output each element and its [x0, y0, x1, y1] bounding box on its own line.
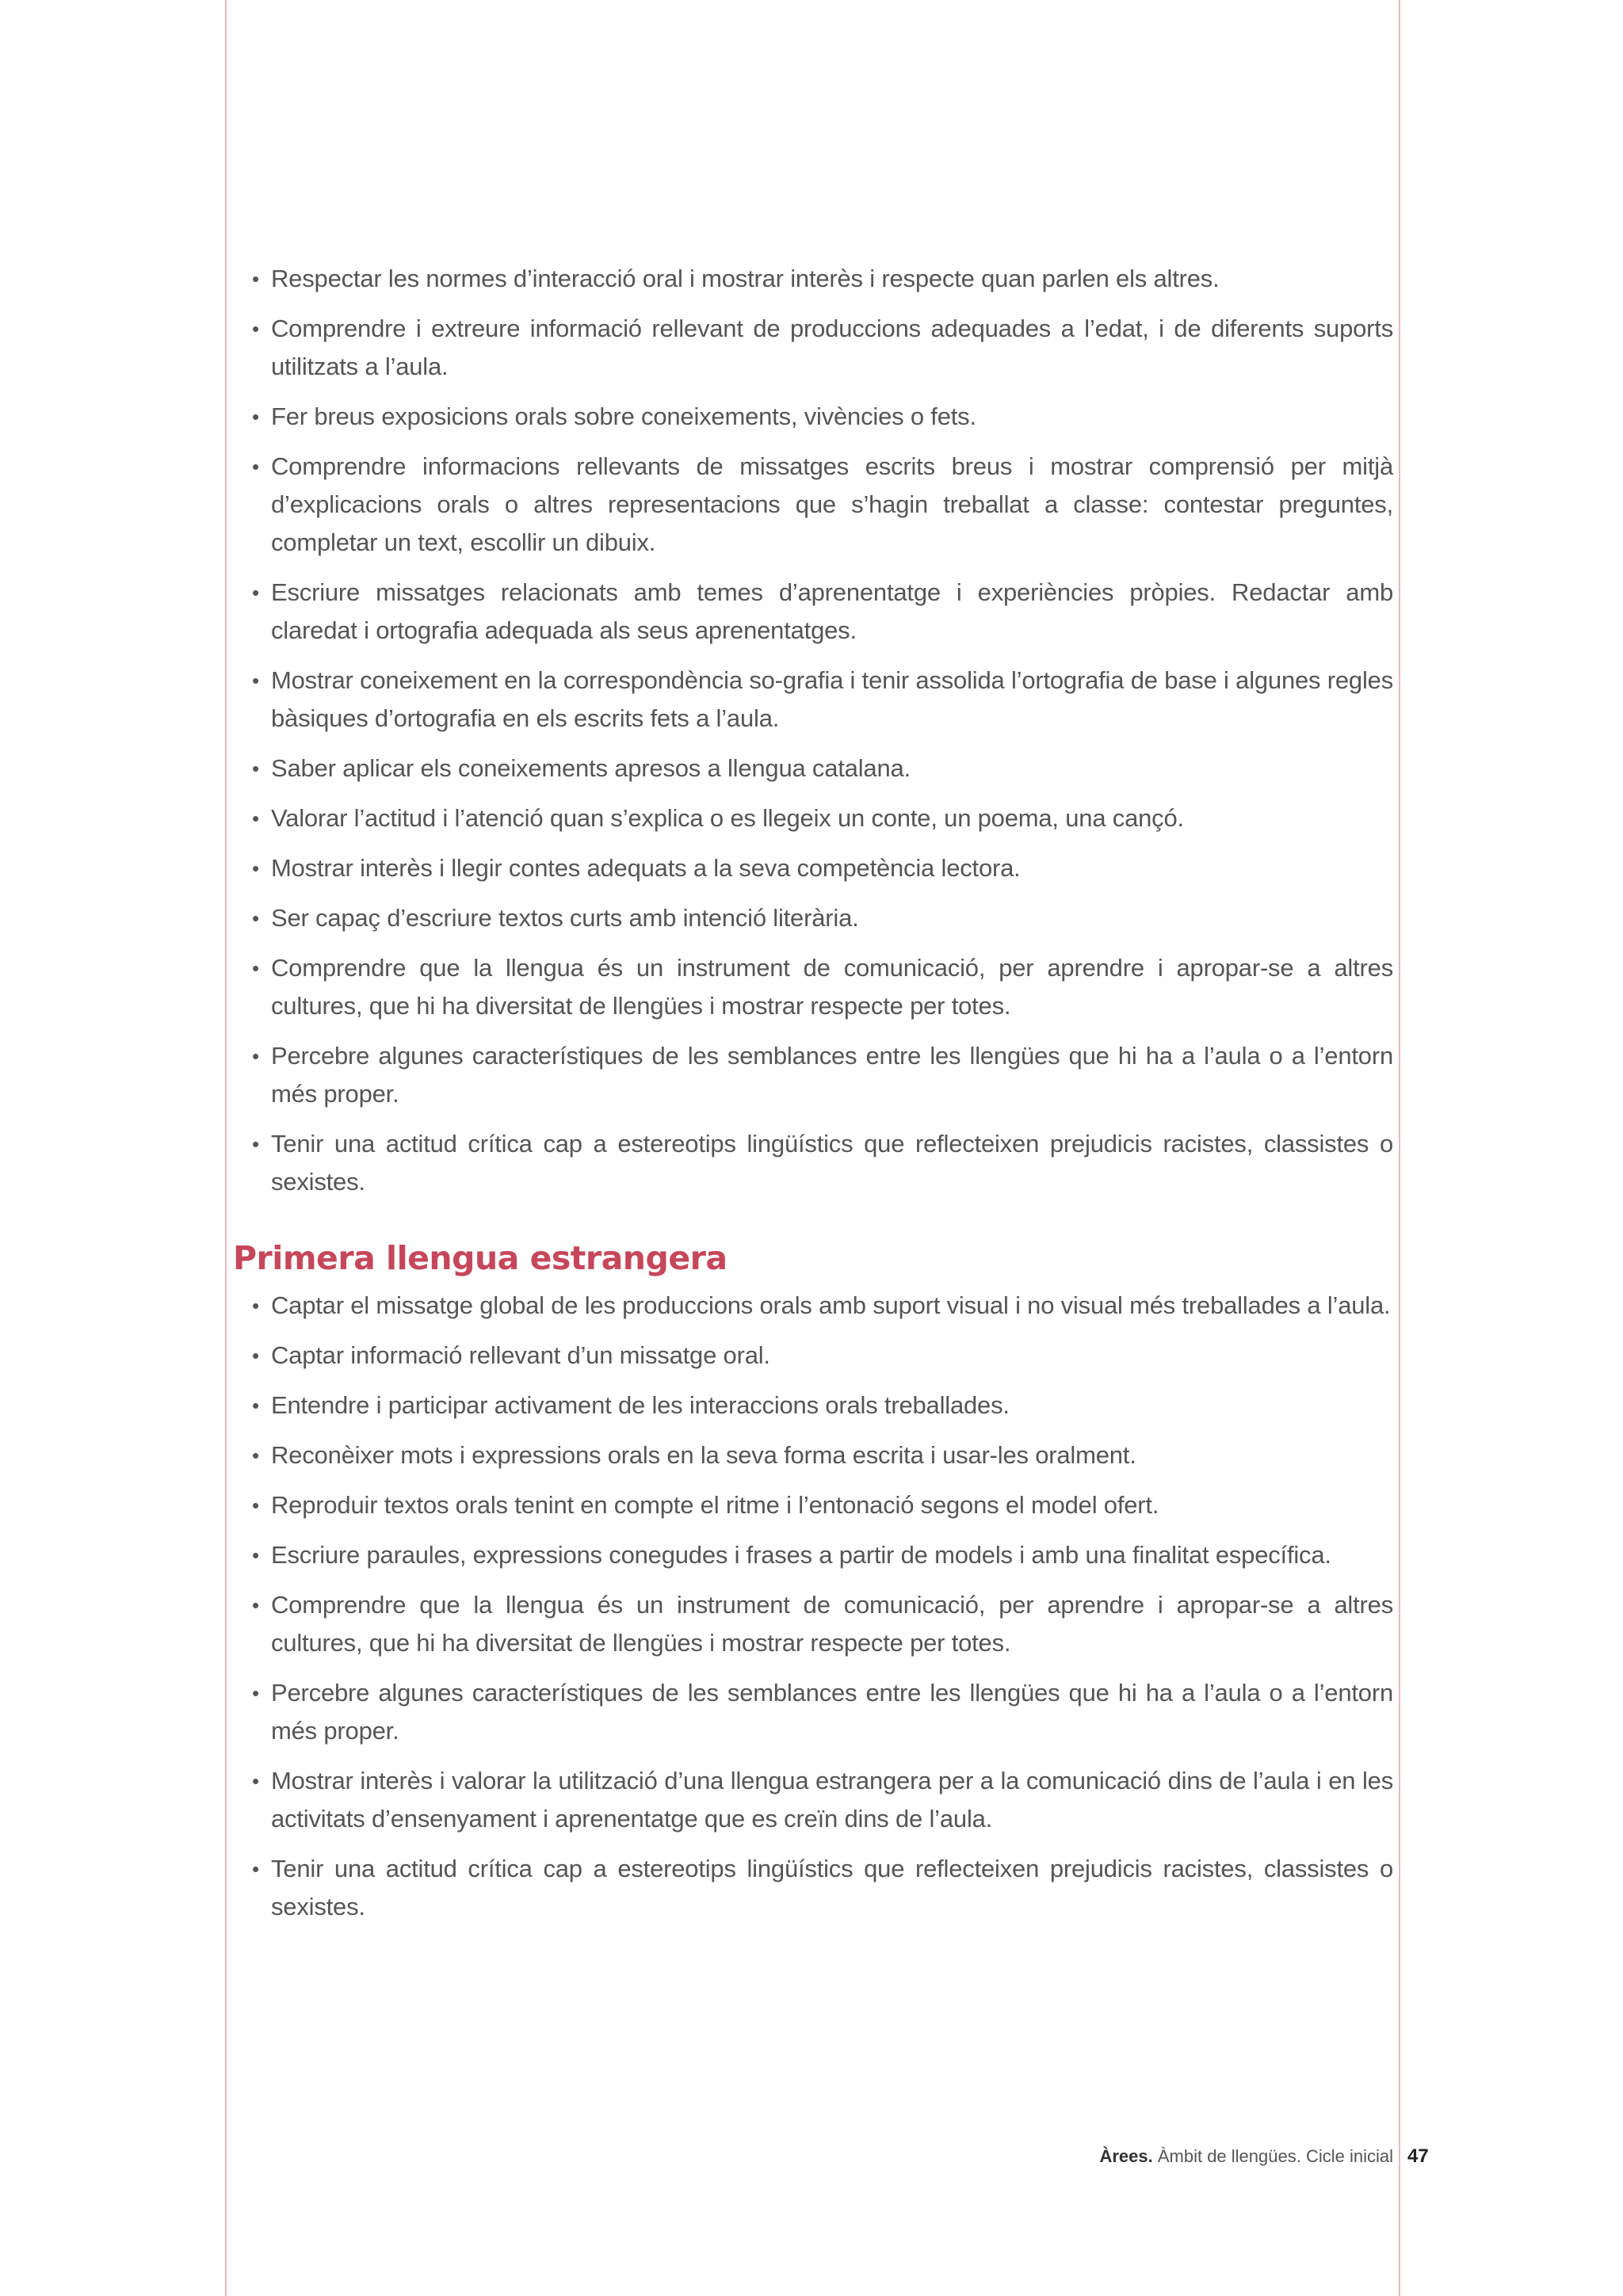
list-item-text: Mostrar interès i llegir contes adequats a la seva competència lectora. [271, 854, 1021, 882]
bullet-icon: • [252, 1681, 259, 1705]
list-item-text: Captar informació rellevant d’un missatge oral. [271, 1341, 770, 1369]
bullet-icon: • [252, 1132, 259, 1156]
list-item [252, 398, 1393, 436]
list-item-text: Comprendre que la llengua és un instrument de comunicació, per aprendre i apropar-se a altres cultures, que hi ha diversitat de llengües i mostrar respecte per totes. [271, 954, 1393, 1020]
list-item-text: Tenir una actitud crítica cap a estereotips lingüístics que reflecteixen prejudicis racistes, classistes o sexistes. [271, 1130, 1393, 1196]
list-item [252, 1674, 1393, 1750]
list-item-text: Reconèixer mots i expressions orals en la seva forma escrita i usar-les oralment. [271, 1441, 1136, 1469]
bullet-icon: • [252, 405, 259, 429]
list-item [252, 1850, 1393, 1926]
list-item-text: Respectar les normes d’interacció oral i mostrar interès i respecte quan parlen els altres. [271, 265, 1220, 292]
bullet-icon: • [252, 669, 259, 692]
footer-section-label: Àrees. [1099, 2146, 1153, 2166]
list-item-text: Percebre algunes característiques de les semblances entre les llengües que hi ha a l’aula o a l’entorn més proper. [271, 1042, 1393, 1108]
list-item [252, 1436, 1393, 1474]
list-item [252, 574, 1393, 650]
list-item-text: Mostrar interès i valorar la utilització d’una llengua estrangera per a la comunicació dins de l’aula i en les activitats d’ensenyament i aprenentatge que es creïn dins de l’aula. [271, 1767, 1393, 1833]
list-item-text: Ser capaç d’escriure textos curts amb intenció literària. [271, 904, 859, 932]
list-item [252, 1287, 1393, 1325]
list-item-text: Escriure missatges relacionats amb temes d’aprenentatge i experiències pròpies. Redactar amb claredat i ortografia adequada als seus aprenentatges. [271, 578, 1393, 644]
list-item-text: Comprendre informacions rellevants de missatges escrits breus i mostrar comprensió per mitjà d’explicacions orals o altres representacions que s’hagin treballat a classe: contestar preguntes, completar un text, escollir un dibuix. [271, 452, 1393, 556]
section-heading-foreign-language: Primera llengua estrangera [233, 1239, 727, 1277]
page-number: 47 [1407, 2145, 1429, 2167]
bullet-icon: • [252, 1857, 259, 1881]
list-item-text: Valorar l’actitud i l’atenció quan s’explica o es llegeix un conte, un poema, una cançó. [271, 804, 1184, 832]
list-item-text: Reproduir textos orals tenint en compte el ritme i l’entonació segons el model ofert. [271, 1491, 1159, 1519]
bullet-icon: • [252, 1044, 259, 1068]
list-item-text: Captar el missatge global de les produccions orals amb suport visual i no visual més treballades a l’aula. [271, 1291, 1391, 1319]
list-item [252, 1125, 1393, 1201]
list-item [252, 1486, 1393, 1524]
bullet-icon: • [252, 455, 259, 479]
list-item [252, 1536, 1393, 1574]
list-item-text: Entendre i participar activament de les interaccions orals treballades. [271, 1391, 1010, 1419]
list-item-text: Comprendre que la llengua és un instrument de comunicació, per aprendre i apropar-se a altres cultures, que hi ha diversitat de llengües i mostrar respecte per totes. [271, 1591, 1393, 1657]
bullet-icon: • [252, 1543, 259, 1567]
bullet-icon: • [252, 906, 259, 930]
list-item-text: Escriure paraules, expressions conegudes i frases a partir de models i amb una finalitat específica. [271, 1541, 1331, 1569]
list-item [252, 448, 1393, 562]
list-item-text: Fer breus exposicions orals sobre coneixements, vivències o fets. [271, 402, 976, 430]
list-item [252, 899, 1393, 937]
footer-section-text: Àmbit de llengües. Cicle inicial [1152, 2146, 1393, 2166]
list-item-text: Percebre algunes característiques de les semblances entre les llengües que hi ha a l’aula o a l’entorn més proper. [271, 1679, 1393, 1745]
bullet-icon: • [252, 1294, 259, 1318]
bullet-icon: • [252, 581, 259, 605]
list-item [252, 1762, 1393, 1838]
bullet-icon: • [252, 1769, 259, 1793]
list-item [252, 260, 1393, 298]
left-margin-rule [225, 0, 227, 2296]
list-item-text: Tenir una actitud crítica cap a estereotips lingüístics que reflecteixen prejudicis racistes, classistes o sexistes. [271, 1855, 1393, 1920]
running-footer [872, 2144, 1393, 2169]
list-item [252, 949, 1393, 1025]
list-item [252, 749, 1393, 788]
criteria-list-foreign-language [252, 1287, 1393, 1926]
bullet-icon: • [252, 317, 259, 341]
bullet-icon: • [252, 1444, 259, 1467]
list-item [252, 1037, 1393, 1113]
bullet-icon: • [252, 807, 259, 830]
list-item [252, 310, 1393, 386]
list-item [252, 1386, 1393, 1425]
list-item-text: Mostrar coneixement en la correspondència so-grafia i tenir assolida l’ortografia de base i algunes regles bàsiques d’ortografia en els escrits fets a l’aula. [271, 666, 1393, 732]
criteria-list-catalan [252, 260, 1393, 1201]
bullet-icon: • [252, 856, 259, 880]
list-item-text: Comprendre i extreure informació rellevant de produccions adequades a l’edat, i de diferents suports utilitzats a l’aula. [271, 315, 1393, 380]
list-item [252, 1337, 1393, 1375]
list-item [252, 662, 1393, 738]
bullet-icon: • [252, 956, 259, 980]
bullet-icon: • [252, 1493, 259, 1517]
list-item-text: Saber aplicar els coneixements apresos a llengua catalana. [271, 754, 911, 782]
bullet-icon: • [252, 1394, 259, 1417]
bullet-icon: • [252, 267, 259, 291]
list-item [252, 1586, 1393, 1662]
right-margin-rule [1399, 0, 1400, 2296]
list-item [252, 849, 1393, 887]
page-content [233, 260, 1393, 1938]
bullet-icon: • [252, 1344, 259, 1367]
bullet-icon: • [252, 757, 259, 780]
bullet-icon: • [252, 1593, 259, 1617]
list-item [252, 799, 1393, 837]
